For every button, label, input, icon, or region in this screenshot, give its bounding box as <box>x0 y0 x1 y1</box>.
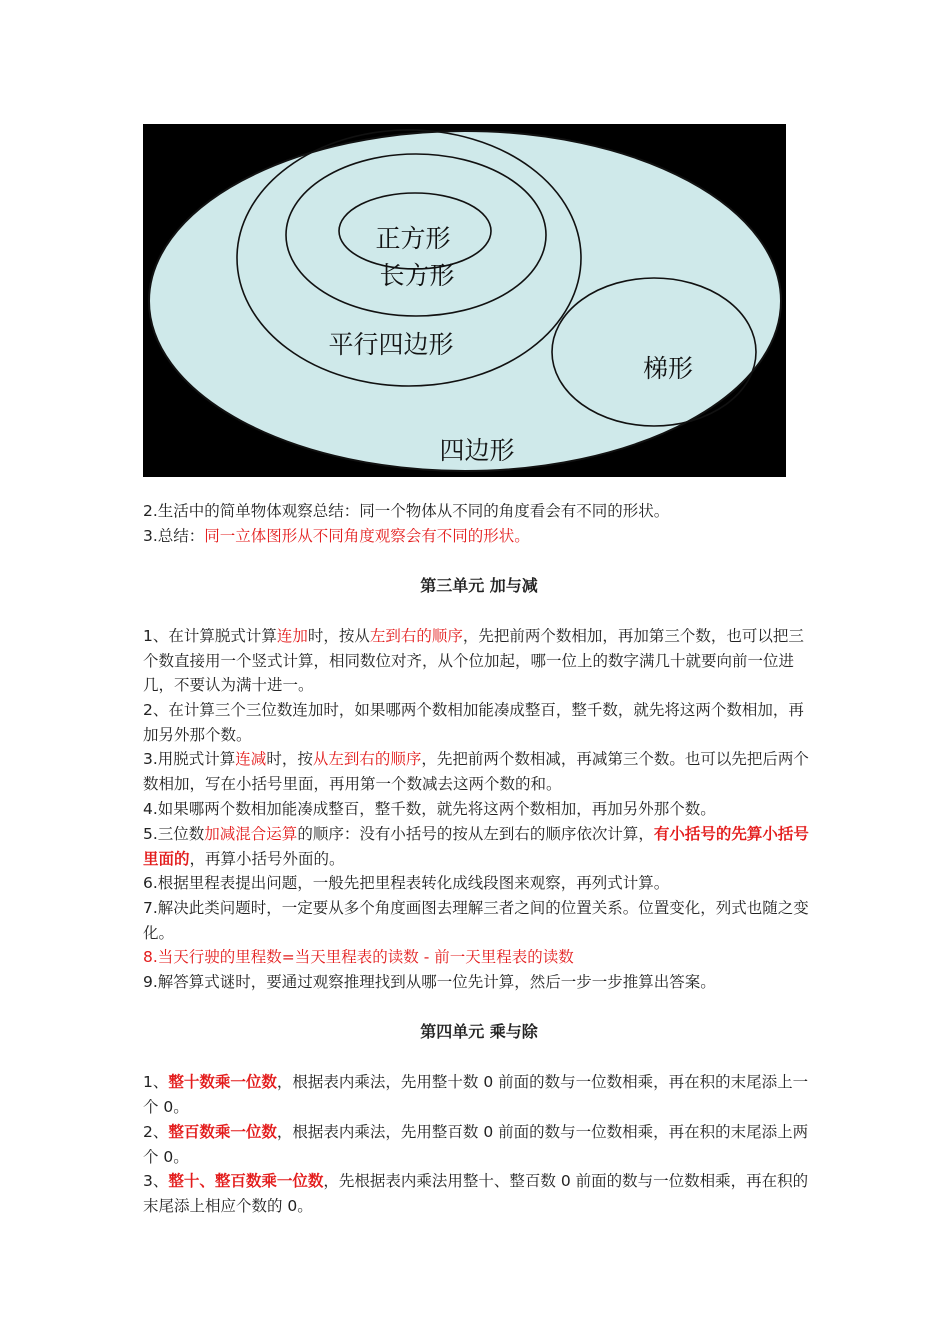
unit3-item-3-text-b: 时，按 <box>266 750 313 768</box>
unit3-item-1-text-c: ，先把前两个数相加，再加第三个数，也可以把三个数直接用一个竖式计算，相同数位对齐，从个位加起，哪一位上的数字满几十就要向前一位进几，不要认为满十进一。 <box>143 627 804 695</box>
rectangle-label: 长方形 <box>379 261 455 290</box>
unit3-item-3-text-a: 3.用脱式计算 <box>143 750 236 768</box>
unit4-title: 第四单元 乘与除 <box>420 1022 538 1041</box>
parallelogram-label: 平行四边形 <box>328 330 454 359</box>
unit3-item-8 <box>143 945 815 970</box>
quadrilateral-label: 四边形 <box>439 436 515 465</box>
unit3-item-1 <box>143 624 815 698</box>
unit3-item-4-text: 4.如果哪两个数相加能凑成整百，整千数，就先将这两个数相加，再加另外那个数。 <box>143 800 716 818</box>
square-label: 正方形 <box>375 224 451 253</box>
unit3-item-5-highlight-1: 加减混合运算 <box>204 825 298 843</box>
unit3-item-5-text-c: ，再算小括号外面的。 <box>189 849 345 868</box>
unit4-item-2-number: 2、 <box>143 1123 169 1141</box>
unit3-item-1-highlight-1: 连加 <box>276 627 308 645</box>
observation-summary-text: 2.生活中的简单物体观察总结：同一个物体从不同的角度看会有不同的形状。 <box>143 502 670 520</box>
unit3-item-8-highlight: 当天行驶的里程数=当天里程表的读数 - 前一天里程表的读数 <box>157 948 574 966</box>
unit3-item-9-text: 9.解答算式谜时，要通过观察推理找到从哪一位先计算，然后一步一步推算出答案。 <box>143 973 716 991</box>
quadrilateral-ellipse <box>149 131 781 471</box>
unit4-item-1-number: 1、 <box>143 1073 169 1091</box>
unit3-item-6-text: 6.根据里程表提出问题，一般先把里程表转化成线段图来观察，再列式计算。 <box>143 874 670 892</box>
unit3-item-8-number: 8. <box>143 948 158 966</box>
summary-line <box>143 524 815 549</box>
summary-prefix: 3.总结： <box>143 527 205 545</box>
unit3-item-3-text-c: ，先把前两个数相减，再减第三个数。也可以先把后两个数相加，写在小括号里面，再用第一个数减去这两个数的和。 <box>143 750 809 793</box>
quadrilateral-venn-diagram <box>143 124 786 477</box>
unit4-item-3-number: 3、 <box>143 1172 169 1190</box>
unit4-item-2-highlight: 整百数乘一位数 <box>168 1123 277 1141</box>
unit4-item-2-text: ，根据表内乘法，先用整百数 0 前面的数与一位数相乘，再在积的末尾添上两个 0。 <box>143 1123 809 1166</box>
unit3-item-5-text-b: 的顺序：没有小括号的按从左到右的顺序依次计算， <box>297 825 654 843</box>
unit3-item-7 <box>143 896 815 945</box>
unit3-item-3-highlight-1: 连减 <box>235 750 267 768</box>
observation-summary <box>143 499 815 524</box>
unit4-item-3 <box>143 1169 815 1218</box>
unit4-item-1-text: ，根据表内乘法，先用整十数 0 前面的数与一位数相乘，再在积的末尾添上一个 0。 <box>143 1073 809 1116</box>
unit3-item-9 <box>143 970 815 995</box>
unit3-item-5 <box>143 822 815 871</box>
unit3-item-1-highlight-2: 左到右的顺序 <box>369 627 463 645</box>
summary-highlight: 同一立体图形从不同角度观察会有不同的形状。 <box>204 527 530 545</box>
unit3-item-1-text-b: 时，按从 <box>307 627 370 645</box>
unit4-item-1 <box>143 1070 815 1119</box>
unit3-item-1-text-a: 1、在计算脱式计算 <box>143 627 277 645</box>
unit4-item-3-text: ，先根据表内乘法用整十、整百数 0 前面的数与一位数相乘，再在积的末尾添上相应个数的 0。 <box>143 1172 809 1215</box>
unit3-item-5-text-a: 5.三位数 <box>143 825 205 843</box>
unit3-item-4 <box>143 797 815 822</box>
unit3-item-2-text: 2、在计算三个三位数连加时，如果哪两个数相加能凑成整百，整千数，就先将这两个数相加，再加另外那个数。 <box>143 701 804 744</box>
unit3-item-3-highlight-2: 从左到右的顺序 <box>312 750 422 768</box>
unit3-item-2 <box>143 698 815 747</box>
unit4-item-1-highlight: 整十数乘一位数 <box>168 1073 277 1091</box>
unit3-item-5-highlight-2: 有小括号的先算小括号里面的 <box>143 825 809 868</box>
unit3-title: 第三单元 加与减 <box>420 576 538 595</box>
unit4-item-2 <box>143 1120 815 1169</box>
unit3-item-6 <box>143 871 815 896</box>
unit3-item-3 <box>143 747 815 796</box>
unit3-item-7-text: 7.解决此类问题时，一定要从多个角度画图去理解三者之间的位置关系。位置变化，列式也随之变化。 <box>143 899 809 942</box>
trapezoid-label: 梯形 <box>642 354 694 383</box>
unit4-item-3-highlight: 整十、整百数乘一位数 <box>168 1172 324 1190</box>
